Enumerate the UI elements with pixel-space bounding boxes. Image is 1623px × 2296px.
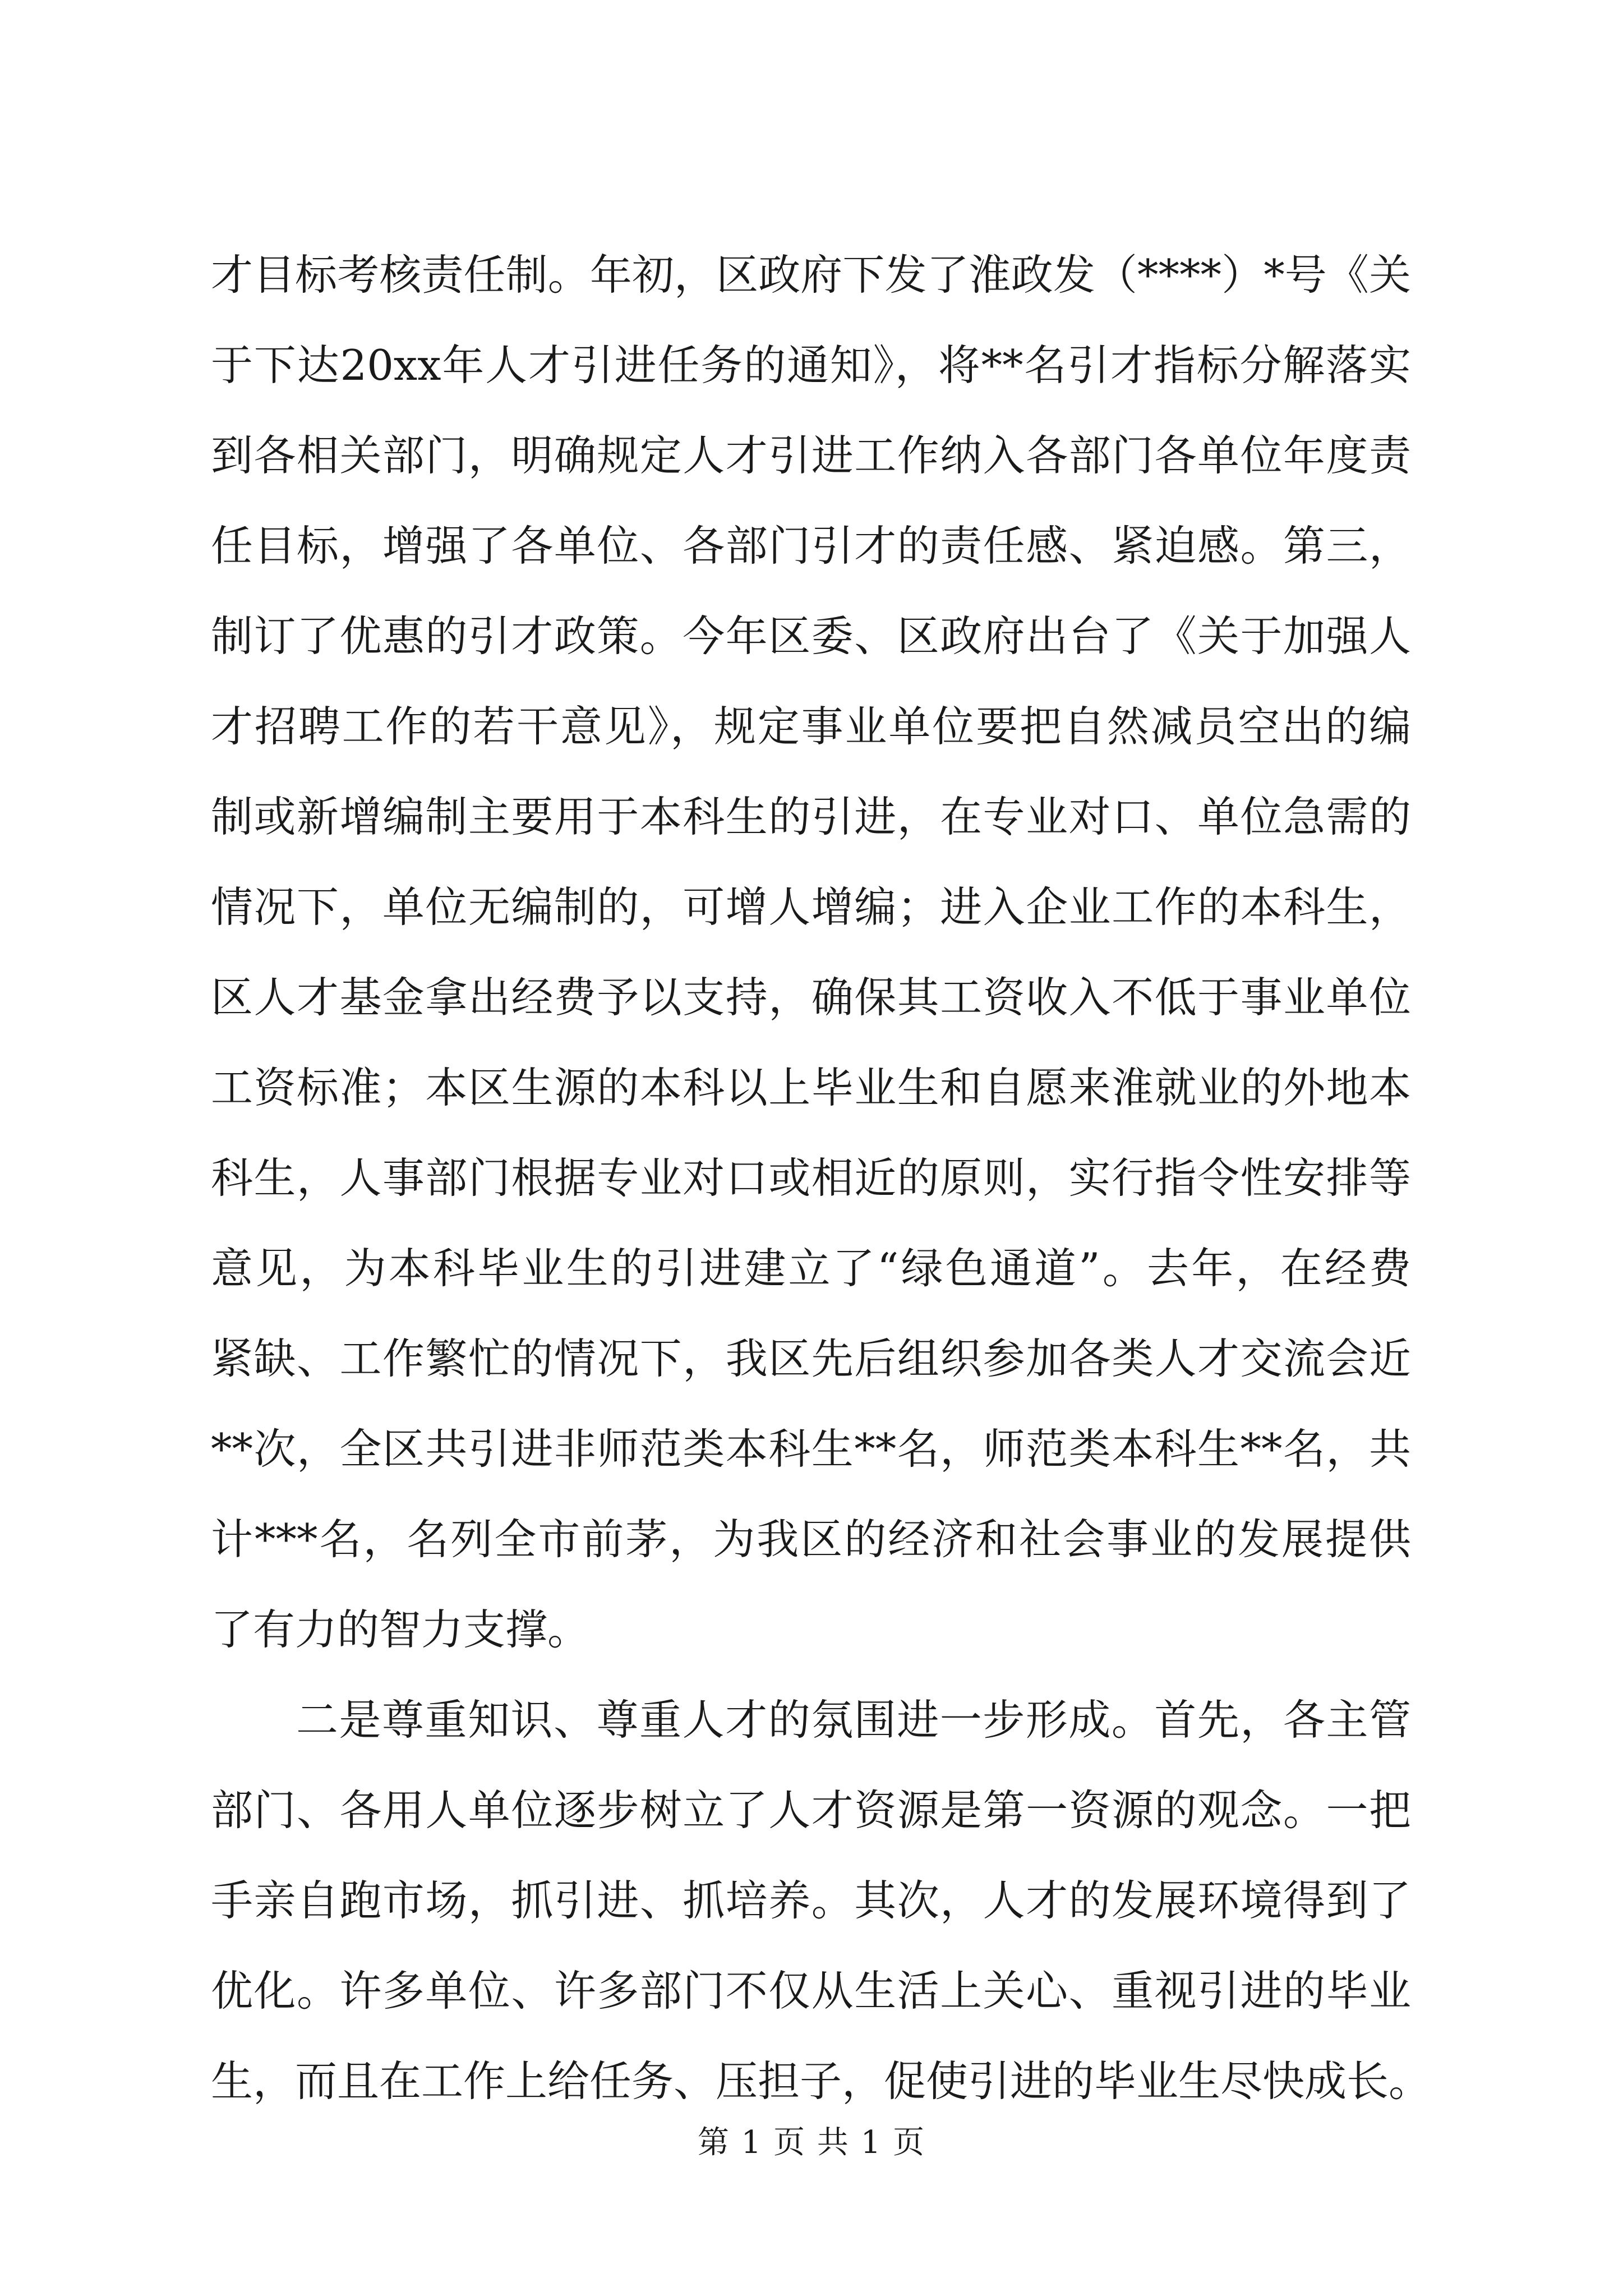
text-line: 才招聘工作的若干意见》，规定事业单位要把自然减员空出的编 xyxy=(211,702,1411,751)
text-line: 了有力的智力支撑。 xyxy=(211,1605,590,1654)
text-line: 紧缺、工作繁忙的情况下，我区先后组织参加各类人才交流会近 xyxy=(211,1334,1411,1383)
text-line: 制或新增编制主要用于本科生的引进，在专业对口、单位急需的 xyxy=(211,792,1411,841)
text-line: **次，全区共引进非师范类本科生**名，师范类本科生**名，共 xyxy=(211,1424,1411,1474)
text-line: 到各相关部门，明确规定人才引进工作纳入各部门各单位年度责 xyxy=(211,431,1411,480)
text-line: 工资标准；本区生源的本科以上毕业生和自愿来淮就业的外地本 xyxy=(211,1063,1411,1112)
text-line: 意见，为本科毕业生的引进建立了“绿色通道”。去年，在经费 xyxy=(211,1244,1411,1293)
text-line: 制订了优惠的引才政策。今年区委、区政府出台了《关于加强人 xyxy=(211,611,1411,661)
text-line: 才目标考核责任制。年初，区政府下发了淮政发（****）*号《关 xyxy=(211,250,1411,300)
text-line: 区人才基金拿出经费予以支持，确保其工资收入不低于事业单位 xyxy=(211,973,1411,1022)
body-text xyxy=(211,230,1431,2127)
text-line: 生，而且在工作上给任务、压担子，促使引进的毕业生尽快成长。 xyxy=(211,2056,1431,2106)
text-line: 优化。许多单位、许多部门不仅从生活上关心、重视引进的毕业 xyxy=(211,1966,1411,2016)
text-line: 手亲自跑市场，抓引进、抓培养。其次，人才的发展环境得到了 xyxy=(211,1876,1411,1925)
page-number-footer: 第 1 页 共 1 页 xyxy=(697,2124,926,2161)
text-line: 部门、各用人单位逐步树立了人才资源是第一资源的观念。一把 xyxy=(211,1786,1411,1835)
text-line: 科生，人事部门根据专业对口或相近的原则，实行指令性安排等 xyxy=(211,1153,1411,1203)
text-line: 二是尊重知识、尊重人才的氛围进一步形成。首先，各主管 xyxy=(296,1695,1411,1745)
text-line: 于下达20xx年人才引进任务的通知》，将**名引才指标分解落实 xyxy=(211,341,1411,390)
text-line: 任目标，增强了各单位、各部门引才的责任感、紧迫感。第三， xyxy=(211,521,1411,570)
text-line: 计***名，名列全市前茅，为我区的经济和社会事业的发展提供 xyxy=(211,1515,1411,1564)
paragraph-1 xyxy=(211,230,1411,1675)
paragraph-2 xyxy=(211,1675,1431,2127)
text-line: 情况下，单位无编制的，可增人增编；进入企业工作的本科生， xyxy=(211,882,1411,932)
